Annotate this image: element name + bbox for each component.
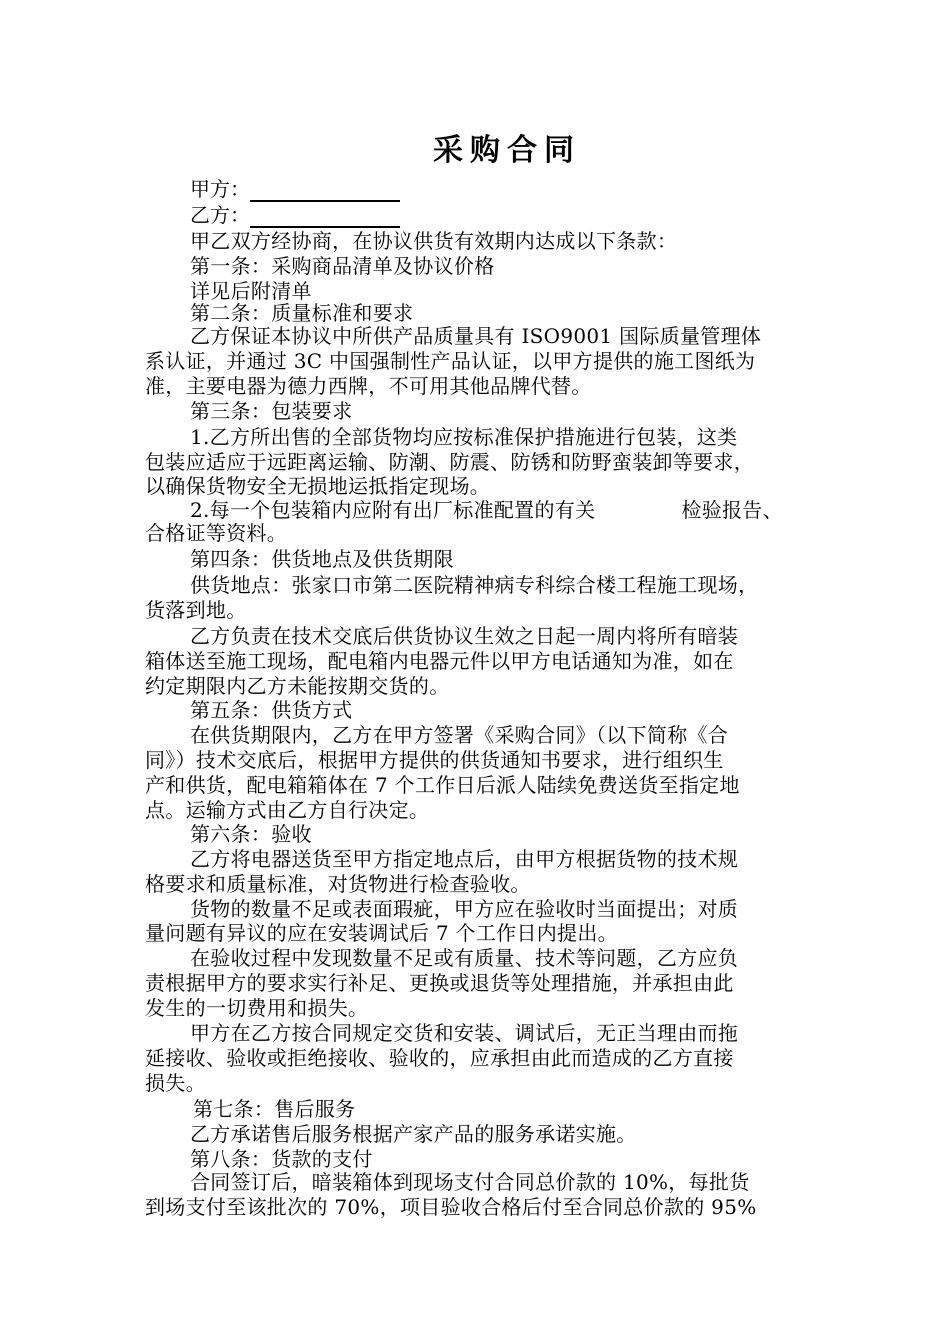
party-a-label: 甲方： (190, 177, 250, 201)
article-6-line: 乙方将电器送货至甲方指定地点后，由甲方根据货物的技术规 (190, 847, 739, 871)
article-1-heading: 第一条：采购商品清单及协议价格 (190, 254, 495, 278)
article-3-line: 1.乙方所出售的全部货物均应按标准保护措施进行包装，这类 (190, 425, 738, 449)
article-4-heading: 第四条：供货地点及供货期限 (190, 547, 454, 571)
article-6-line: 格要求和质量标准，对货物进行检查验收。 (145, 872, 531, 896)
article-6-line: 延接收、验收或拒绝接收、验收的，应承担由此而造成的乙方直接 (145, 1046, 734, 1070)
party-b-line (190, 202, 400, 228)
article-3-heading: 第三条：包装要求 (190, 399, 353, 423)
party-b-label: 乙方： (190, 203, 250, 227)
article-6-line: 货物的数量不足或表面瑕疵，甲方应在验收时当面提出；对质 (190, 897, 739, 921)
article-1-body: 详见后附清单 (190, 279, 312, 303)
article-4-line: 箱体送至施工现场，配电箱内电器元件以甲方电话通知为准，如在 (145, 649, 734, 673)
article-8-heading: 第八条：货款的支付 (190, 1147, 373, 1171)
article-5-line: 产和供货，配电箱箱体在 7 个工作日后派人陆续免费送货至指定地 (145, 773, 740, 797)
intro-text: 甲乙双方经协商，在协议供货有效期内达成以下条款： (190, 229, 678, 253)
article-3-text: 检验报告、 (681, 498, 783, 522)
article-5-heading: 第五条：供货方式 (190, 698, 353, 722)
article-3-line: 以确保货物安全无损地运抵指定现场。 (145, 474, 491, 498)
article-2-line: 系认证，并通过 3C 中国强制性产品认证，以甲方提供的施工图纸为 (145, 349, 756, 373)
article-4-line: 乙方负责在技术交底后供货协议生效之日起一周内将所有暗装 (190, 624, 739, 648)
article-6-line: 量问题有异议的应在安装调试后 7 个工作日内提出。 (145, 921, 618, 945)
article-6-line: 损失。 (145, 1071, 206, 1095)
contract-title: 采购合同 (433, 133, 581, 168)
article-4-line: 约定期限内乙方未能按期交货的。 (145, 674, 450, 698)
article-7-heading: 第七条：售后服务 (193, 1097, 356, 1121)
article-6-line: 发生的一切费用和损失。 (145, 996, 369, 1020)
article-7-body: 乙方承诺售后服务根据产家产品的服务承诺实施。 (190, 1122, 637, 1146)
party-a-line (190, 176, 400, 202)
party-a-blank (250, 178, 400, 202)
article-2-heading: 第二条：质量标准和要求 (190, 301, 414, 325)
article-4-line: 供货地点：张家口市第二医院精神病专科综合楼工程施工现场， (190, 573, 759, 597)
article-8-line: 到场支付至该批次的 70%，项目验收合格后付至合同总价款的 95% (145, 1195, 757, 1219)
article-8-line: 合同签订后，暗装箱体到现场支付合同总价款的 10%，每批货 (190, 1170, 750, 1194)
article-6-line: 甲方在乙方按合同规定交货和安装、调试后，无正当理由而拖 (190, 1021, 739, 1045)
article-6-heading: 第六条：验收 (190, 822, 312, 846)
article-2-line: 乙方保证本协议中所供产品质量具有 ISO9001 国际质量管理体 (190, 324, 762, 348)
article-3-line: 包装应适应于远距离运输、防潮、防震、防锈和防野蛮装卸等要求， (145, 450, 754, 474)
article-5-line: 在供货期限内，乙方在甲方签署《采购合同》（以下简称《合 (190, 723, 729, 747)
article-6-line: 在验收过程中发现数量不足或有质量、技术等问题，乙方应负 (190, 946, 739, 970)
article-4-line: 货落到地。 (145, 598, 247, 622)
article-5-line: 点。运输方式由乙方自行决定。 (145, 798, 430, 822)
article-2-line: 准，主要电器为德力西牌，不可用其他品牌代替。 (145, 374, 592, 398)
article-6-line: 责根据甲方的要求实行补足、更换或退货等处理措施，并承担由此 (145, 971, 734, 995)
party-b-blank (250, 204, 400, 228)
article-5-line: 同》）技术交底后，根据甲方提供的供货通知书要求，进行组织生 (145, 748, 724, 772)
article-3-text: 2.每一个包装箱内应附有出厂标准配置的有关 (190, 498, 596, 522)
article-3-line: 合格证等资料。 (145, 521, 288, 545)
